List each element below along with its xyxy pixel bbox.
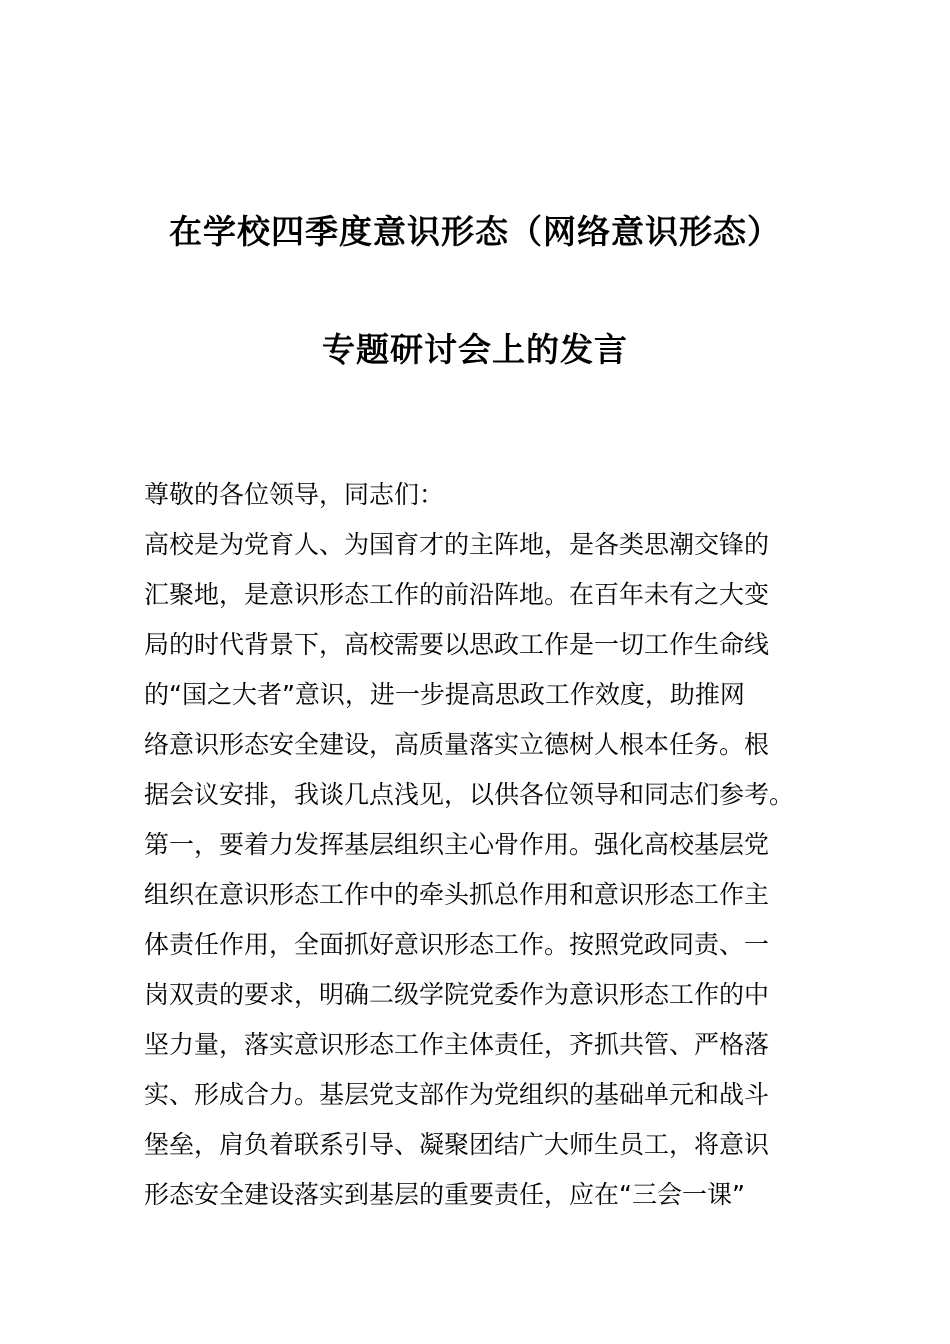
document-title-line-1: 在学校四季度意识形态（网络意识形态） bbox=[169, 212, 781, 251]
body-line: 坚力量，落实意识形态工作主体责任，齐抓共管、严格落 bbox=[144, 1030, 770, 1059]
body-line: 高校是为党育人、为国育才的主阵地，是各类思潮交锋的 bbox=[144, 530, 770, 559]
body-line: 堡垒，肩负着联系引导、凝聚团结广大师生员工，将意识 bbox=[144, 1130, 770, 1159]
body-line-salutation: 尊敬的各位领导，同志们： bbox=[144, 480, 445, 509]
body-line: 局的时代背景下，高校需要以思政工作是一切工作生命线 bbox=[144, 630, 770, 659]
body-line: 形态安全建设落实到基层的重要责任，应在“三会一课” bbox=[144, 1180, 745, 1209]
body-line: 实、形成合力。基层党支部作为党组织的基础单元和战斗 bbox=[144, 1080, 770, 1109]
document-title-line-2: 专题研讨会上的发言 bbox=[322, 330, 628, 369]
document-body bbox=[144, 470, 824, 1220]
body-line: 第一，要着力发挥基层组织主心骨作用。强化高校基层党 bbox=[144, 830, 770, 859]
body-line: 络意识形态安全建设，高质量落实立德树人根本任务。根 bbox=[144, 730, 770, 759]
body-line: 的“国之大者”意识，进一步提高思政工作效度，助推网 bbox=[144, 680, 745, 709]
body-line: 汇聚地，是意识形态工作的前沿阵地。在百年未有之大变 bbox=[144, 580, 770, 609]
body-line: 据会议安排，我谈几点浅见，以供各位领导和同志们参考。 bbox=[144, 780, 795, 809]
body-line: 组织在意识形态工作中的牵头抓总作用和意识形态工作主 bbox=[144, 880, 770, 909]
body-line: 体责任作用，全面抓好意识形态工作。按照党政同责、一 bbox=[144, 930, 770, 959]
body-line: 岗双责的要求，明确二级学院党委作为意识形态工作的中 bbox=[144, 980, 770, 1009]
